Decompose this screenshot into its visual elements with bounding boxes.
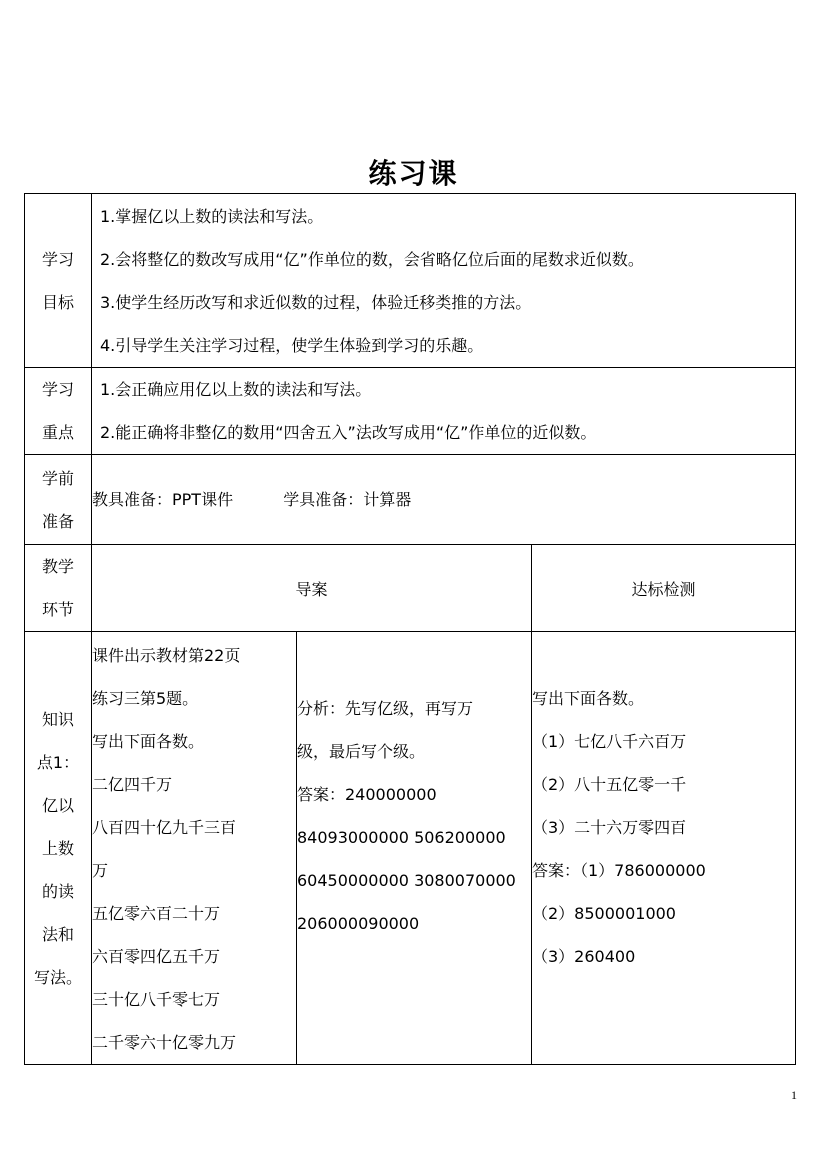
analysis-line: 分析：先写亿级，再写万	[297, 699, 474, 718]
knowledge-label: 知识 点1： 亿以 上数 的读 法和 写法。	[25, 632, 92, 1065]
check-cell	[532, 632, 796, 1065]
goals-label: 学习 目标	[25, 194, 92, 368]
goal-item: 4.引导学生关注学习过程，使学生体验到学习的乐趣。	[100, 335, 484, 355]
key-points-label: 学习 重点	[25, 368, 92, 455]
key-points-row	[25, 368, 796, 455]
header-row	[25, 545, 796, 632]
student-preparation: 学具准备：计算器	[283, 490, 412, 509]
check-line: 答案：（1）786000000	[532, 860, 706, 880]
page-title: 练习课	[368, 157, 459, 190]
analysis-cell	[297, 632, 532, 1065]
goals-row	[25, 194, 796, 368]
preparation-row	[25, 455, 796, 545]
key-point-item: 1.会正确应用亿以上数的读法和写法。	[100, 380, 372, 399]
page-number: 1	[791, 1088, 797, 1102]
goal-item: 1.掌握亿以上数的读法和写法。	[100, 206, 324, 226]
guide-line: 二千零六十亿零九万	[92, 1033, 237, 1052]
preparation-content	[92, 455, 796, 545]
check-line: 写出下面各数。	[532, 688, 645, 708]
check-header: 达标检测	[532, 545, 796, 632]
check-line: （3）260400	[532, 946, 636, 966]
knowledge-row	[25, 632, 796, 1065]
guide-exercise-cell	[92, 632, 297, 1065]
check-line: （3）二十六万零四百	[532, 817, 687, 837]
guide-line: 课件出示教材第22页	[92, 646, 241, 665]
analysis-line: 206000090000	[297, 914, 420, 933]
preparation-label: 学前 准备	[25, 455, 92, 545]
guide-line: 二亿四千万	[92, 775, 173, 794]
guide-line: 八百四十亿九千三百	[92, 818, 237, 837]
key-points-content	[92, 368, 796, 455]
teacher-preparation: 教具准备：PPT课件	[92, 490, 234, 509]
goal-item: 3.使学生经历改写和求近似数的过程，体验迁移类推的方法。	[100, 292, 532, 312]
key-point-item: 2.能正确将非整亿的数用“四舍五入”法改写成用“亿”作单位的近似数。	[100, 423, 597, 442]
check-line: （2）八十五亿零一千	[532, 774, 687, 794]
goals-content	[92, 194, 796, 368]
check-line: （1）七亿八千六百万	[532, 731, 687, 751]
guide-line: 万	[92, 861, 109, 880]
guide-line: 写出下面各数。	[92, 732, 205, 751]
guide-line: 五亿零六百二十万	[92, 904, 221, 923]
analysis-line: 级，最后写个级。	[297, 742, 426, 761]
goal-item: 2.会将整亿的数改写成用“亿”作单位的数，会省略亿位后面的尾数求近似数。	[100, 249, 644, 269]
guide-header: 导案	[92, 545, 532, 632]
guide-line: 练习三第5题。	[92, 689, 199, 708]
analysis-line: 84093000000 506200000	[297, 828, 506, 847]
lesson-plan-table	[24, 193, 796, 1065]
analysis-line: 60450000000 3080070000	[297, 871, 516, 890]
guide-line: 三十亿八千零七万	[92, 990, 221, 1009]
check-line: （2）8500001000	[532, 903, 676, 923]
stage-label: 教学 环节	[25, 545, 92, 632]
guide-line: 六百零四亿五千万	[92, 947, 221, 966]
analysis-line: 答案：240000000	[297, 785, 437, 804]
